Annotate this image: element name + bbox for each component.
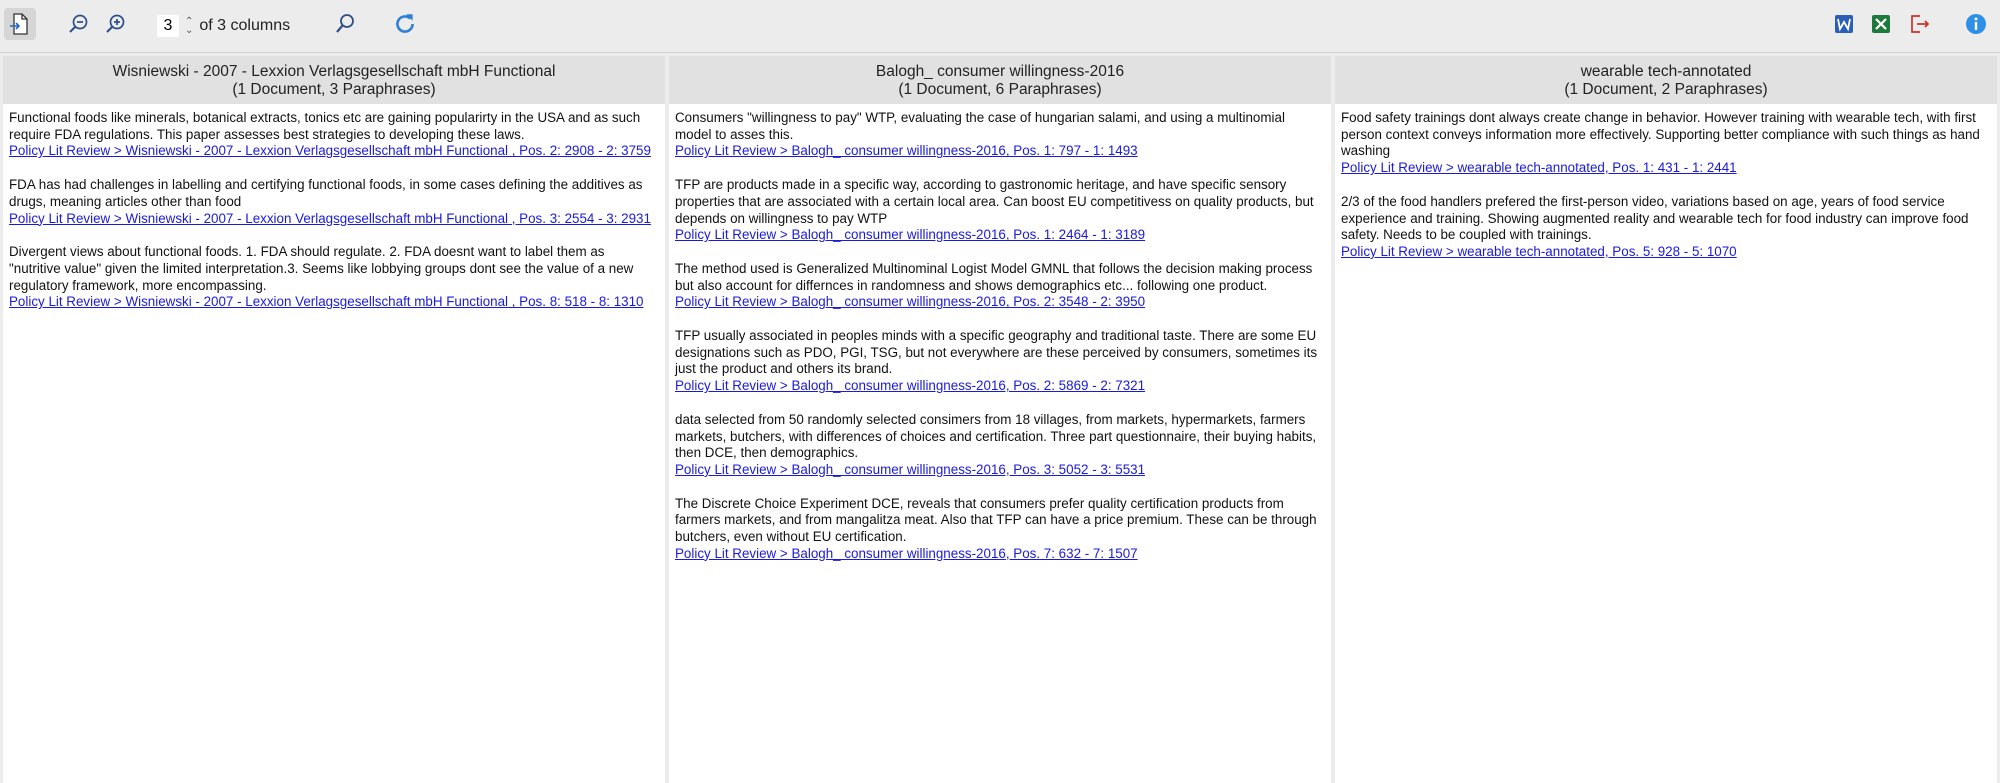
export-excel-button[interactable] bbox=[1865, 8, 1897, 40]
paraphrase-entry bbox=[9, 177, 659, 227]
column-subtitle: (1 Document, 2 Paraphrases) bbox=[1564, 81, 1768, 98]
column-count-input[interactable] bbox=[157, 15, 179, 37]
source-link[interactable]: Policy Lit Review > Wisniewski - 2007 - Lexxion Verlagsgesellschaft mbH Functional , Pos. 3: 2554 - 3: 2931 bbox=[9, 210, 651, 226]
chevron-up-icon[interactable]: ⌃ bbox=[185, 16, 194, 27]
paraphrase-text: Divergent views about functional foods. 1. FDA should regulate. 2. FDA doesnt want to label them as "nutritive value" given the limited interpretation.3. Seems like lobbying groups dont see the value of a new regulatory framework, more encompassing. bbox=[9, 244, 634, 293]
paraphrase-text: Functional foods like minerals, botanical extracts, tonics etc are gaining popularirty in the USA and as such require FDA regulations. This paper assesses best strategies to developing these laws. bbox=[9, 110, 641, 142]
source-link[interactable]: Policy Lit Review > Balogh_ consumer willingness-2016, Pos. 1: 797 - 1: 1493 bbox=[675, 143, 1138, 159]
paraphrase-text: The method used is Generalized Multinominal Logist Model GMNL that follows the decision making process but also account for differnces in randomness and shows demographics etc... following one product. bbox=[675, 260, 1313, 293]
chevron-down-icon[interactable]: ⌄ bbox=[185, 25, 194, 36]
export-button[interactable] bbox=[1903, 8, 1935, 40]
paraphrase-entry bbox=[9, 244, 659, 311]
stepper-arrows[interactable] bbox=[185, 17, 193, 35]
paraphrase-entry bbox=[675, 110, 1325, 160]
source-link[interactable]: Policy Lit Review > Balogh_ consumer willingness-2016, Pos. 3: 5052 - 3: 5531 bbox=[675, 461, 1146, 477]
zoom-out-button[interactable] bbox=[63, 8, 95, 40]
source-link[interactable]: Policy Lit Review > wearable tech-annotated, Pos. 1: 431 - 1: 2441 bbox=[1341, 160, 1737, 176]
paraphrase-text: The Discrete Choice Experiment DCE, reveals that consumers prefer quality certification products from farmers markets, and from mangalitza meat. Also that TFP can have a price premium. These can be through butchers, even without EU certification. bbox=[675, 495, 1317, 545]
column-header bbox=[669, 56, 1331, 104]
column-subtitle: (1 Document, 3 Paraphrases) bbox=[232, 81, 436, 98]
refresh-button[interactable] bbox=[389, 8, 421, 40]
column-body bbox=[3, 104, 665, 328]
paraphrase-entry bbox=[675, 412, 1325, 479]
column-title: Wisniewski - 2007 - Lexxion Verlagsgesellschaft mbH Functional bbox=[112, 63, 556, 80]
column-header bbox=[3, 56, 665, 104]
import-document-icon bbox=[8, 12, 32, 36]
source-link[interactable]: Policy Lit Review > Balogh_ consumer willingness-2016, Pos. 7: 632 - 7: 1507 bbox=[675, 545, 1138, 561]
paraphrase-entry bbox=[1341, 110, 1991, 177]
paraphrase-entry bbox=[1341, 194, 1991, 261]
export-word-button[interactable] bbox=[1828, 8, 1860, 40]
paraphrase-text: TFP usually associated in peoples minds with a specific geography and traditional taste. There are some EU designations such as PDO, PGI, TSG, but not everywhere are these perceived by consumers, sometimes its just the product and others its brand. bbox=[675, 328, 1318, 377]
zoom-in-button[interactable] bbox=[100, 8, 132, 40]
source-link[interactable]: Policy Lit Review > wearable tech-annotated, Pos. 5: 928 - 5: 1070 bbox=[1341, 243, 1737, 259]
import-document-button[interactable] bbox=[4, 8, 36, 40]
column-2 bbox=[669, 56, 1331, 783]
column-1 bbox=[3, 56, 665, 783]
source-link[interactable]: Policy Lit Review > Wisniewski - 2007 - Lexxion Verlagsgesellschaft mbH Functional , Pos. 8: 518 - 8: 1310 bbox=[9, 294, 644, 310]
column-count-label: of 3 columns bbox=[199, 17, 291, 34]
search-button[interactable] bbox=[329, 8, 361, 40]
column-title: wearable tech-annotated bbox=[1580, 63, 1752, 80]
source-link[interactable]: Policy Lit Review > Balogh_ consumer willingness-2016, Pos. 1: 2464 - 1: 3189 bbox=[675, 227, 1146, 243]
excel-icon bbox=[1869, 12, 1893, 36]
zoom-in-icon bbox=[104, 12, 128, 36]
export-icon bbox=[1907, 12, 1931, 36]
paraphrase-columns bbox=[0, 56, 2000, 783]
paraphrase-text: TFP are products made in a specific way, according to gastronomic heritage, and have specific sensory properties that are associated with a certain local area. Can boost EU competitivess on quality products, but depends on willingness to pay WTP bbox=[675, 177, 1314, 226]
refresh-icon bbox=[392, 11, 418, 37]
column-title: Balogh_ consumer willingness-2016 bbox=[875, 63, 1125, 80]
paraphrase-text: FDA has had challenges in labelling and certifying functional foods, in some cases defining the additives as drugs, meaning articles other than food bbox=[9, 177, 643, 209]
toolbar bbox=[0, 0, 2000, 53]
paraphrase-text: data selected from 50 randomly selected consimers from 18 villages, from markets, hypermarkets, farmers markets, butchers, with differences of choices and certification. Three part questionnaire, their buying habits, then DCE, then demographics. bbox=[675, 411, 1317, 461]
column-body bbox=[669, 104, 1331, 579]
paraphrase-text: 2/3 of the food handlers prefered the first-person video, variations based on age, years of food service experience and training. Showing augmented reality and wearable tech for food industry can improve food safety. Needs to be coupled with trainings. bbox=[1341, 193, 1969, 243]
column-header bbox=[1335, 56, 1997, 104]
paraphrase-entry bbox=[675, 177, 1325, 244]
source-link[interactable]: Policy Lit Review > Balogh_ consumer willingness-2016, Pos. 2: 3548 - 2: 3950 bbox=[675, 294, 1146, 310]
paraphrase-text: Food safety trainings dont always create change in behavior. However training with wearable tech, with first person context conveys information more effectively. Supporting better compliance with such things as hand washing bbox=[1341, 110, 1980, 159]
source-link[interactable]: Policy Lit Review > Balogh_ consumer willingness-2016, Pos. 2: 5869 - 2: 7321 bbox=[675, 378, 1146, 394]
source-link[interactable]: Policy Lit Review > Wisniewski - 2007 - Lexxion Verlagsgesellschaft mbH Functional , Pos. 2: 2908 - 2: 3759 bbox=[9, 143, 651, 159]
paraphrase-entry bbox=[9, 110, 659, 160]
word-icon bbox=[1832, 12, 1856, 36]
info-button[interactable] bbox=[1960, 8, 1992, 40]
paraphrase-entry bbox=[675, 328, 1325, 395]
column-count-stepper bbox=[157, 13, 290, 39]
search-icon bbox=[333, 12, 357, 36]
paraphrase-entry bbox=[675, 261, 1325, 311]
info-icon bbox=[1964, 12, 1988, 36]
column-body bbox=[1335, 104, 1997, 278]
paraphrase-entry bbox=[675, 496, 1325, 563]
column-3 bbox=[1335, 56, 1997, 783]
paraphrase-text: Consumers "willingness to pay" WTP, evaluating the case of hungarian salami, and using a multinomial model to asses this. bbox=[675, 110, 1285, 142]
column-subtitle: (1 Document, 6 Paraphrases) bbox=[898, 81, 1102, 98]
zoom-out-icon bbox=[67, 12, 91, 36]
